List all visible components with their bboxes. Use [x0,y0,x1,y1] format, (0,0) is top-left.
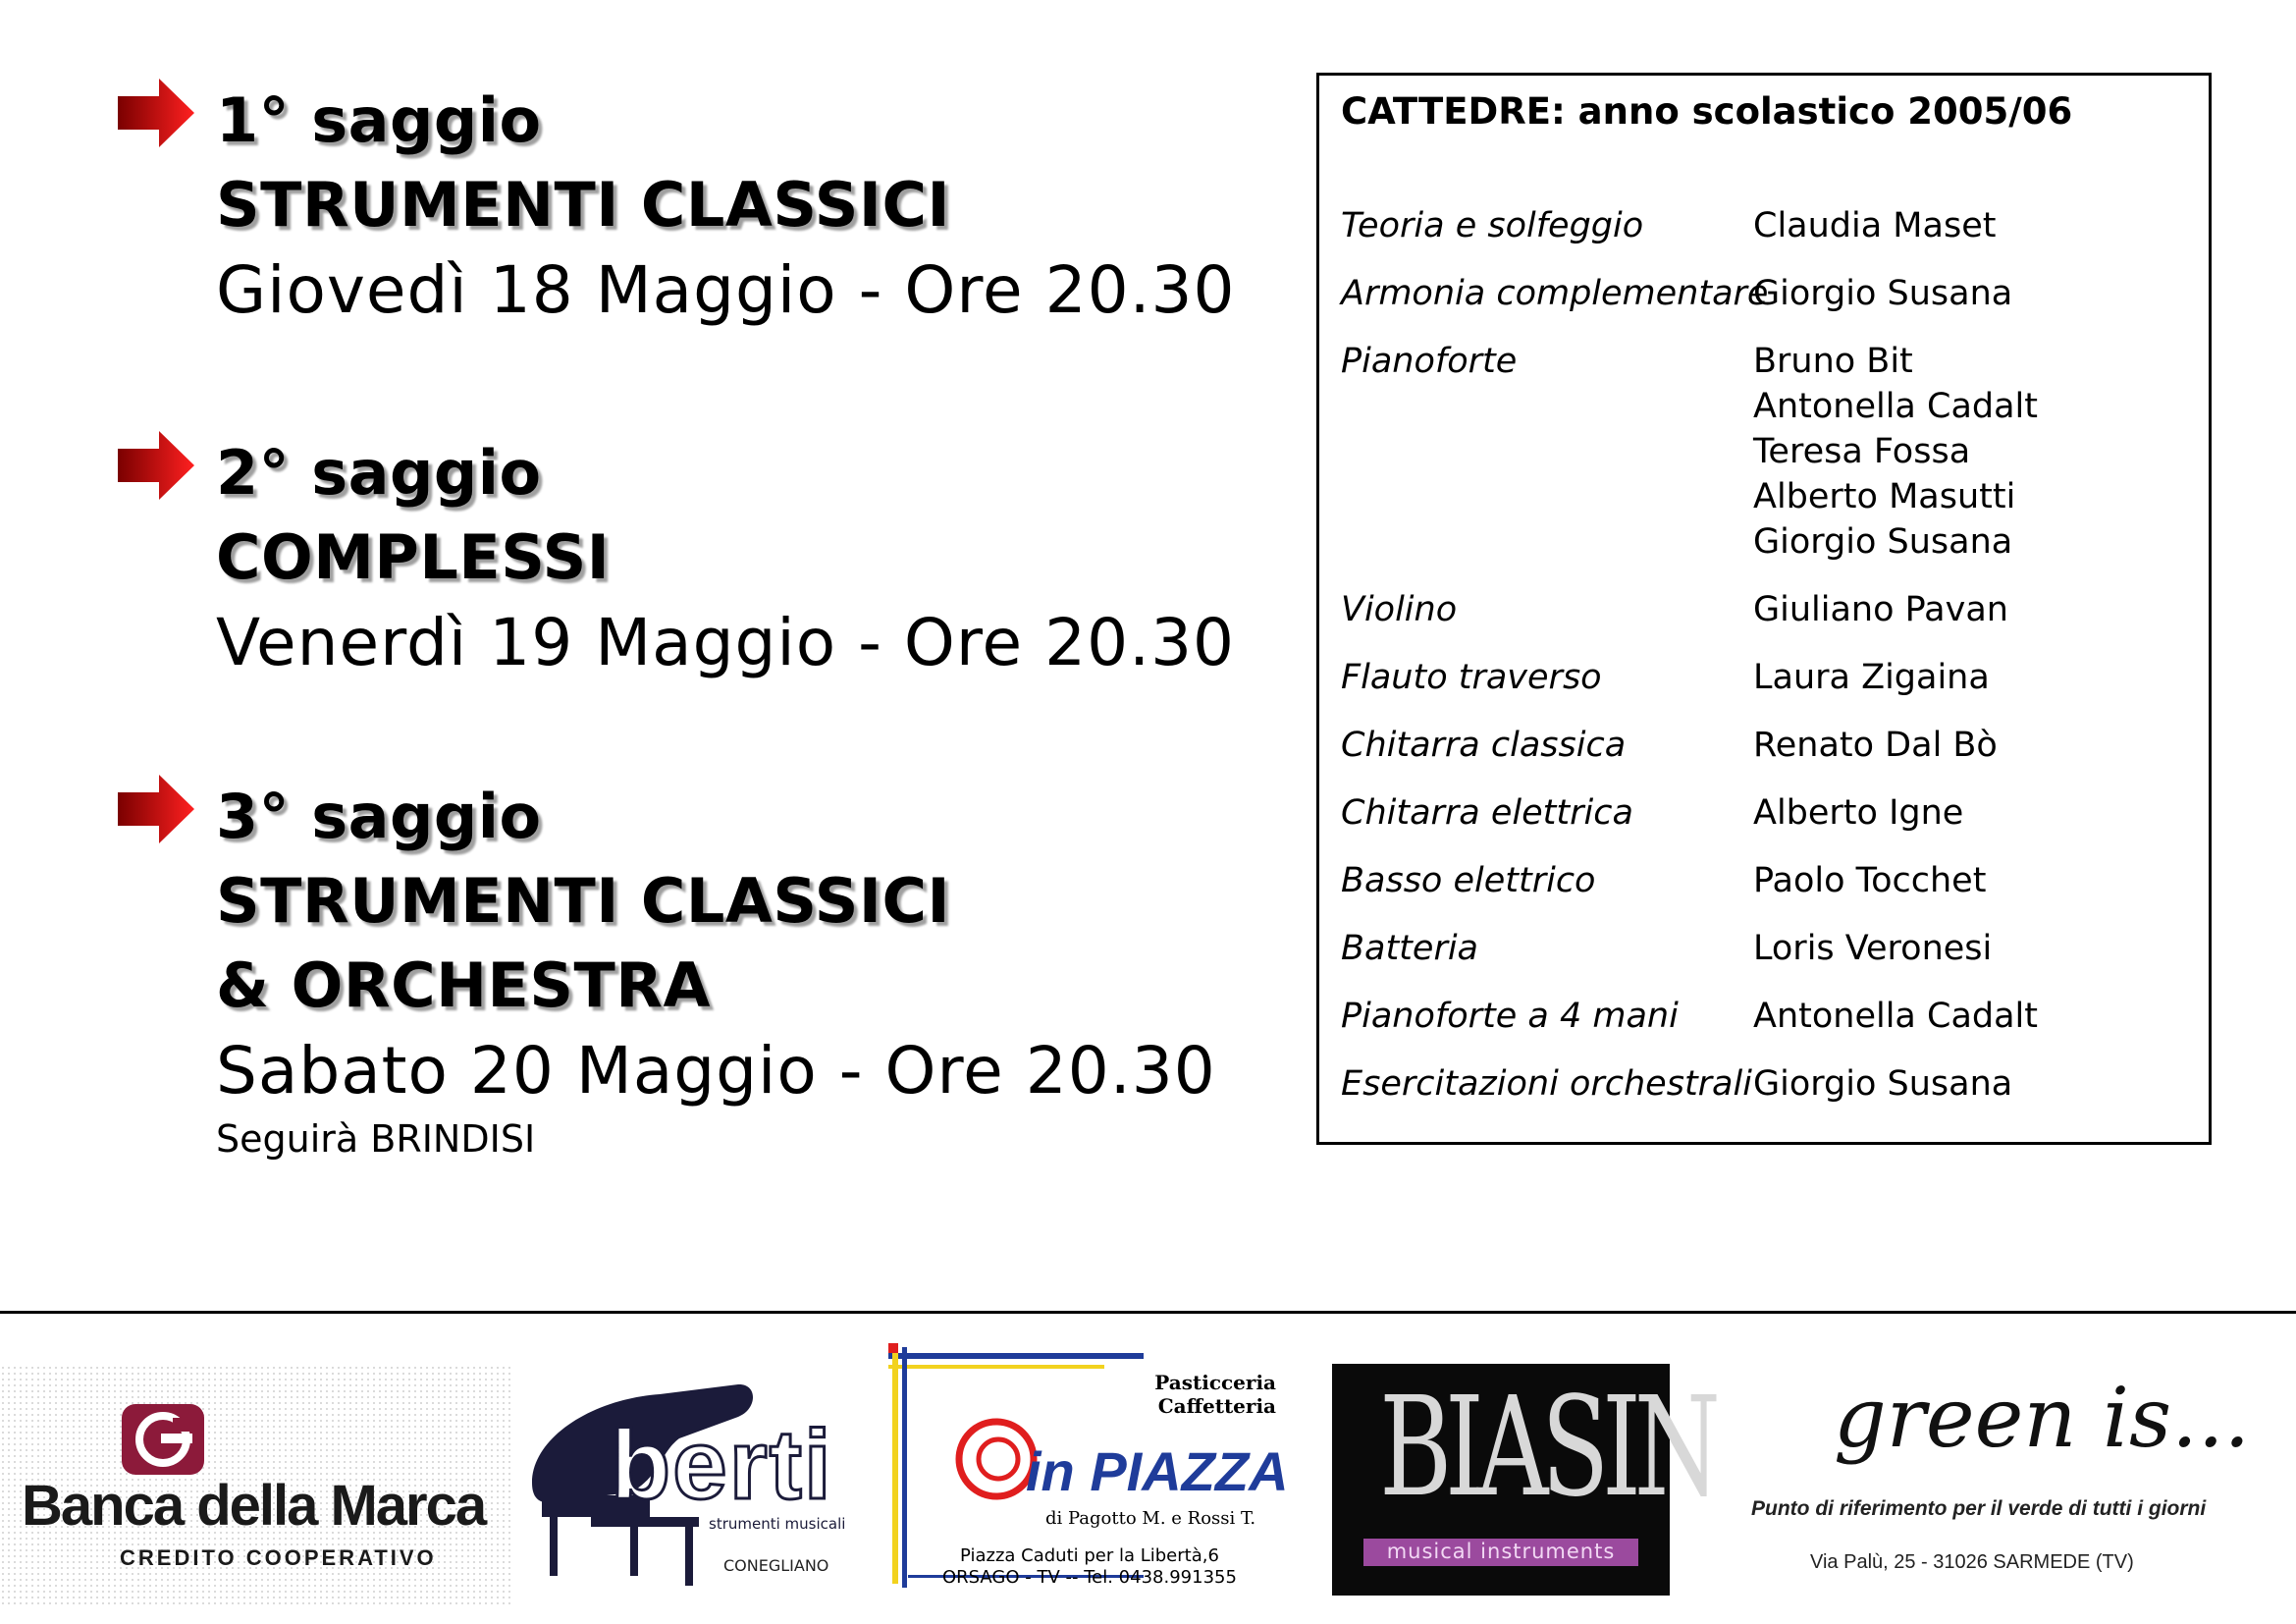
teacher: Loris Veronesi [1753,929,1993,968]
piazza-owner: di Pagotto M. e Rossi T. [1045,1508,1256,1529]
piazza-category-text: Pasticceria Caffetteria [1154,1371,1276,1418]
subject: Violino [1341,590,1458,629]
cattedre-heading: CATTEDRE: anno scolastico 2005/06 [1341,90,2073,133]
arrow-right-icon [118,79,194,147]
biasin-name: BIASIN [1379,1368,1714,1528]
piazza-address: Piazza Caduti per la Libertà,6 ORSAGO - TV -- Tel. 0438.991355 [942,1545,1237,1588]
subject: Flauto traverso [1341,658,1602,697]
banca-name: Banca della Marca [22,1474,486,1538]
saggio-date: Sabato 20 Maggio - Ore 20.30 [216,1033,1216,1109]
biasin-subtitle: musical instruments [1386,1540,1616,1563]
saggio-title: STRUMENTI CLASSICI [216,865,951,937]
subject: Batteria [1341,929,1478,968]
arrow-right-icon [118,775,194,843]
banca-subtitle: CREDITO COOPERATIVO [120,1545,437,1570]
teacher: Laura Zigaina [1753,658,1990,697]
teacher: Claudia Maset [1753,206,1997,245]
teacher: Giorgio Susana [1753,1064,2013,1104]
sponsor-berti [512,1370,876,1596]
berti-name: berti [611,1410,833,1520]
teacher: Antonella Cadalt [1753,387,2038,426]
teacher: Teresa Fossa [1753,432,1971,471]
saggio-title: STRUMENTI CLASSICI [216,169,951,241]
arrow-right-icon [118,431,194,500]
teacher: Alberto Igne [1753,793,1964,833]
subject: Basso elettrico [1341,861,1596,900]
saggio-note: Seguirà BRINDISI [216,1117,536,1161]
piazza-category [1154,1371,1276,1418]
saggio-title-line-2: & ORCHESTRA [216,949,712,1021]
berti-city: CONEGLIANO [723,1556,829,1575]
green-address: Via Palù, 25 - 31026 SARMEDE (TV) [1810,1551,2134,1573]
subject: Pianoforte [1341,342,1518,381]
berti-subtitle: strumenti musicali [709,1515,846,1533]
subject: Esercitazioni orchestrali [1341,1064,1752,1104]
banca-logo-icon [118,1398,208,1479]
subject: Chitarra classica [1341,726,1627,765]
teacher: Giorgio Susana [1753,522,2013,562]
teacher: Antonella Cadalt [1753,997,2038,1036]
subject: Teoria e solfeggio [1341,206,1644,245]
saggio-number: 1° saggio [216,84,542,156]
saggio-title: COMPLESSI [216,521,611,593]
saggio-date: Venerdì 19 Maggio - Ore 20.30 [216,605,1236,680]
saggio-number: 2° saggio [216,437,542,509]
sponsor-in-piazza [888,1343,1289,1594]
teacher: Bruno Bit [1753,342,1913,381]
saggio-number: 3° saggio [216,781,542,852]
green-name: green is... [1834,1370,2251,1466]
teacher: Giorgio Susana [1753,274,2013,313]
teacher: Renato Dal Bò [1753,726,1998,765]
sponsor-green-is [1728,1370,2251,1586]
teacher: Alberto Masutti [1753,477,2016,516]
footer-divider [0,1311,2296,1314]
saggio-date: Giovedì 18 Maggio - Ore 20.30 [216,252,1236,328]
teacher: Paolo Tocchet [1753,861,1987,900]
green-tagline: Punto di riferimento per il verde di tutti i giorni [1751,1497,2207,1520]
teacher: Giuliano Pavan [1753,590,2008,629]
subject: Pianoforte a 4 mani [1341,997,1679,1036]
sponsor-banca-della-marca [0,1365,510,1604]
piazza-name: in PIAZZA [1026,1440,1289,1502]
sponsor-biasin [1332,1364,1714,1596]
cattedre-box [1316,73,2212,1145]
subject: Armonia complementare [1341,274,1769,313]
subject: Chitarra elettrica [1341,793,1633,833]
